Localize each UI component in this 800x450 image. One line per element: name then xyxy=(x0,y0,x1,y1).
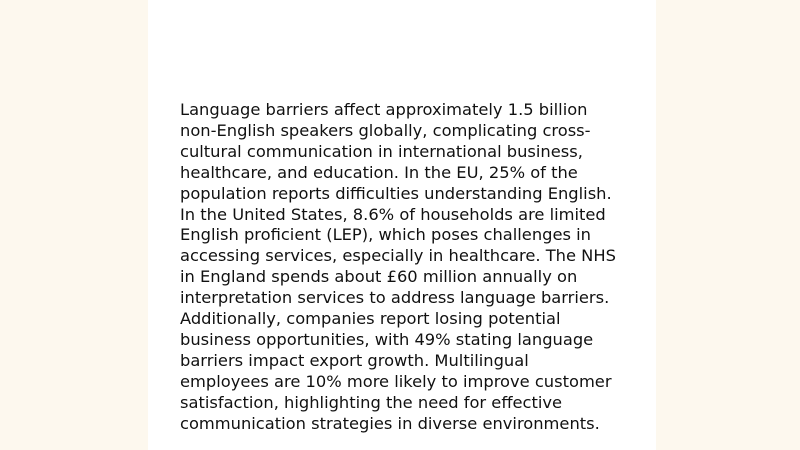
document-page xyxy=(148,0,656,450)
body-paragraph: Language barriers affect approximately 1.5 billion non-English speakers globally, complicating cross- cultural communication in international business, healthcare, and education. In the EU, 25% of the population reports difficulties understanding English. In the United States, 8.6% of households are limited English proficient (LEP), which poses challenges in accessing services, especially in healthcare. The NHS in England spends about £60 million annually on interpretation services to address language barriers. Additionally, companies report losing potential business opportunities, with 49% stating language barriers impact export growth. Multilingual employees are 10% more likely to improve customer satisfaction, highlighting the need for effective communication strategies in diverse environments. xyxy=(180,100,616,433)
